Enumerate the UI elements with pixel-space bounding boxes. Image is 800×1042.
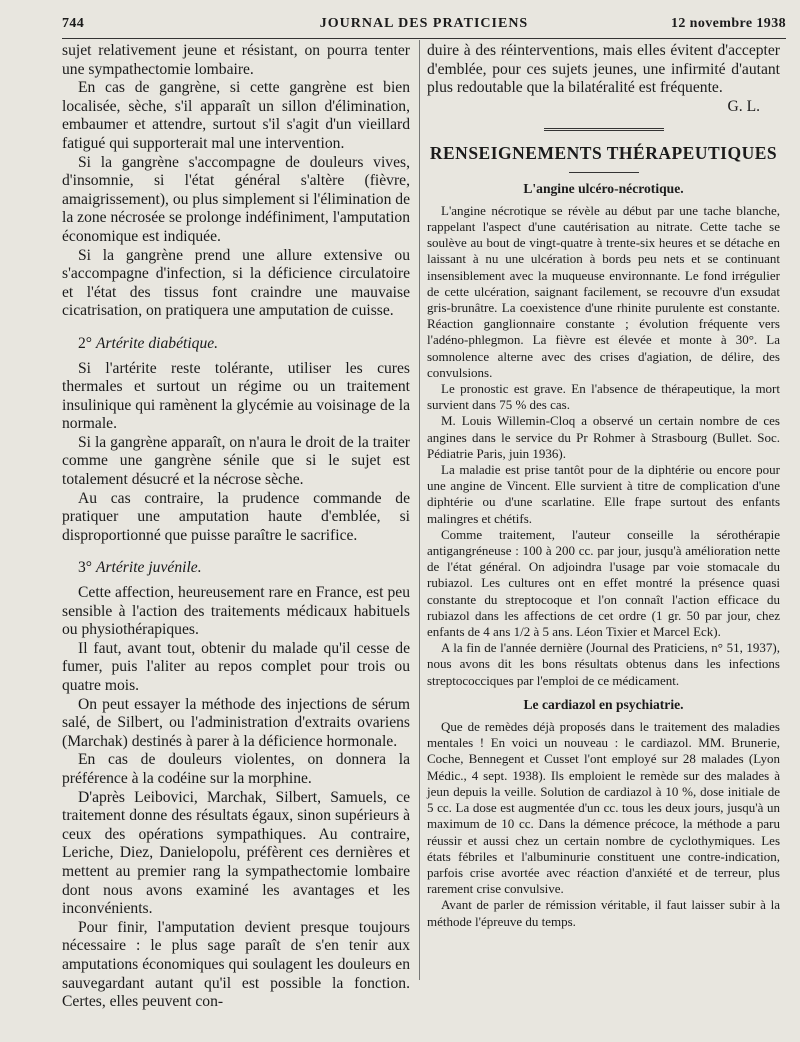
paragraph: Au cas contraire, la prudence commande de pratiquer une amputation haute d'emblée, si disproportionné que puisse paraître le sacrifice. — [62, 489, 410, 544]
author-signature: G. L. — [727, 97, 760, 115]
right-column — [427, 42, 780, 930]
paragraph: En cas de douleurs violentes, on donnera la préférence à la codéine sur la morphine. — [62, 751, 410, 787]
section-title: RENSEIGNEMENTS THÉRAPEUTIQUES — [429, 143, 778, 164]
paragraph: D'après Leibovici, Marchak, Silbert, Samuels, ce traitement donne des résultats égaux, sinon supérieurs à ceux des opérations sympathiques. Au contraire, Leriche, Diez, Danielopolu, préfèrent ces dernières et mettent au premier rang la sympathectomie lombaire dont nous avons examiné les avantages et les inconvénients. — [62, 788, 410, 918]
paragraph: La maladie est prise tantôt pour de la diphtérie ou encore pour une angine de Vincent. Elle survient à titre de complication d'une diphtérie ou d'une scarlatine. Elle frape surtout des enfants malingres et chétifs. — [427, 462, 780, 526]
journal-title: JOURNAL DES PRATICIENS — [319, 16, 529, 31]
paragraph: Si la gangrène apparaît, on n'aura le droit de la traiter comme une gangrène sénile que si le sujet est totalement désucré et la nécrose sèche. — [62, 433, 410, 489]
paragraph: Il faut, avant tout, obtenir du malade qu'il cesse de fumer, puis l'aliter au repos complet pour trois ou quatre mois. — [62, 639, 410, 694]
column-divider — [419, 40, 420, 980]
paragraph: Que de remèdes déjà proposés dans le traitement des maladies mentales ! En voici un nouveau : le cardiazol. MM. Brunerie, Coche, Bennegent et Cusset l'ont employé sur 28 malades (Lyon Médic., 4 sept. 1938). Ils emploient le remède sur des malades à jeun depuis la veille. Solution de cardiazol à 10 %, dose initiale de 5 cc. La dose est augmentée d'un cc. tous les deux jours, jusqu'à un maximum de 10 cc. Dans la démence précoce, la méthode a paru réussir et aussi chez un certain nombre de cyclothymiques. Les états fébriles et l'albuminurie constituent une contre-indication, parfois crise avortée avec réaction d'anxiété et de terreur, plus rarement crise convulsive. — [427, 719, 780, 897]
page-header — [62, 16, 786, 38]
article-title-cardiazol: Le cardiazol en psychiatrie. — [523, 696, 684, 712]
paragraph: sujet relativement jeune et résistant, on pourra tenter une sympathectomie lombaire. — [62, 42, 410, 78]
paragraph: Cette affection, heureusement rare en France, est peu sensible à l'action des traitements médicaux habituels ou physiothérapiques. — [62, 584, 410, 639]
paragraph: On peut essayer la méthode des injections de sérum salé, de Silbert, ou l'administration d'extraits ovariens (Marchak) destinés à parer à la déficience hormonale. — [62, 695, 410, 750]
paragraph: Si la gangrène s'accompagne de douleurs vives, d'insomnie, si l'état général s'altère (fièvre, amaigrissement), ou plus simplement si l'élimination de la zone nécrosée se prolonge indéfiniment, l'amputation économique est indiquée. — [62, 153, 410, 245]
paragraph: En cas de gangrène, si cette gangrène est bien localisée, sèche, s'il apparaît un sillon d'élimination, embaumer et attendre, surtout s'il s'agit d'un vieillard fatigué qui supporterait mal une intervention. — [62, 79, 410, 152]
paragraph: Comme traitement, l'auteur conseille la sérothérapie antigangréneuse : 100 à 200 cc. par jour, jusqu'à amélioration nette de l'état général. On adjoindra l'usage par voie stomacale du rubiazol. Les cultures ont en effet montré la présence quasi constante du streptocoque et l'on connaît l'action efficace du rubiazol dans les affections de cet ordre (1 gr. 50 par jour, chez enfants de 4 ans 1/2 à 5 ans. Léon Tixier et Marcel Eck). — [427, 526, 780, 640]
issue-date: 12 novembre 1938 — [670, 16, 786, 31]
paragraph: Le pronostic est grave. En l'absence de thérapeutique, la mort survient dans 75 % des cas. — [427, 381, 780, 413]
section-divider — [544, 128, 664, 133]
continuation-paragraph: duire à des réinterventions, mais elles évitent d'accepter d'emblée, pour ces sujets jeunes, une infirmité d'autant plus redoutable que la bilatéralité est fréquente. — [427, 42, 780, 97]
left-column — [62, 42, 410, 1012]
subheading-juvenile — [78, 559, 410, 578]
page-number: 744 — [62, 16, 85, 31]
article-title-angine: L'angine ulcéro-nécrotique. — [523, 180, 684, 196]
paragraph: M. Louis Willemin-Cloq a observé un certain nombre de ces angines dans le service du Pr Rohmer à Strasbourg (Bullet. Soc. Pédiatrie Paris, juin 1936). — [427, 413, 780, 461]
subheading-text: Artérite diabétique. — [95, 334, 219, 352]
paragraph: Si l'artérite reste tolérante, utiliser les cures thermales et surtout un régime ou un traitement insulinique qui ramènent la glycémie au voisinage de la normale. — [62, 359, 410, 433]
header-rule — [62, 38, 786, 39]
subheading-diabetique — [78, 335, 410, 354]
subheading-text: Artérite juvénile. — [95, 559, 202, 577]
subheading-number: 2° — [78, 334, 93, 352]
subheading-number: 3° — [78, 559, 93, 577]
paragraph: A la fin de l'année dernière (Journal des Praticiens, n° 51, 1937), nous avons dit les bons résultats obtenus dans les infections streptococciques par l'emploi de ce médicament. — [427, 640, 780, 688]
title-rule — [569, 172, 639, 173]
paragraph: L'angine nécrotique se révèle au début par une tache blanche, rappelant l'aspect d'une cautérisation au nitrate. Cette tache se soulève au bout de vingt-quatre à trente-six heures et se détache en laissant à nu une ulcération à bords peu nets et se continuant insensiblement avec la muqueuse environnante. Le fond irrégulier de cette ulcération, saignant facilement, se recouvre d'un exsudat gris-brunâtre. La coexistence d'une rhinite purulente est constante. Réaction ganglionnaire constante ; évolution fréquente vers l'adéno-phlegmon. La fièvre est élevée et monte à 30°. La somnolence alterne avec des crises d'agiation, de délire, des convulsions. — [427, 202, 780, 380]
paragraph: Si la gangrène prend une allure extensive ou s'accompagne d'infection, si la déficience circulatoire et l'état des tissus font craindre une mauvaise cicatrisation, on pratiquera une amputation de cuisse. — [62, 246, 410, 320]
paragraph: Avant de parler de rémission véritable, il faut laisser subir à la méthode l'épreuve du temps. — [427, 897, 780, 929]
paragraph: Pour finir, l'amputation devient presque toujours nécessaire : le plus sage paraît de s'en tenir aux amputations économiques qui soulagent les douleurs en sauvegardant autant qu'il est possible la fonction. Certes, elles peuvent con- — [62, 918, 410, 1011]
